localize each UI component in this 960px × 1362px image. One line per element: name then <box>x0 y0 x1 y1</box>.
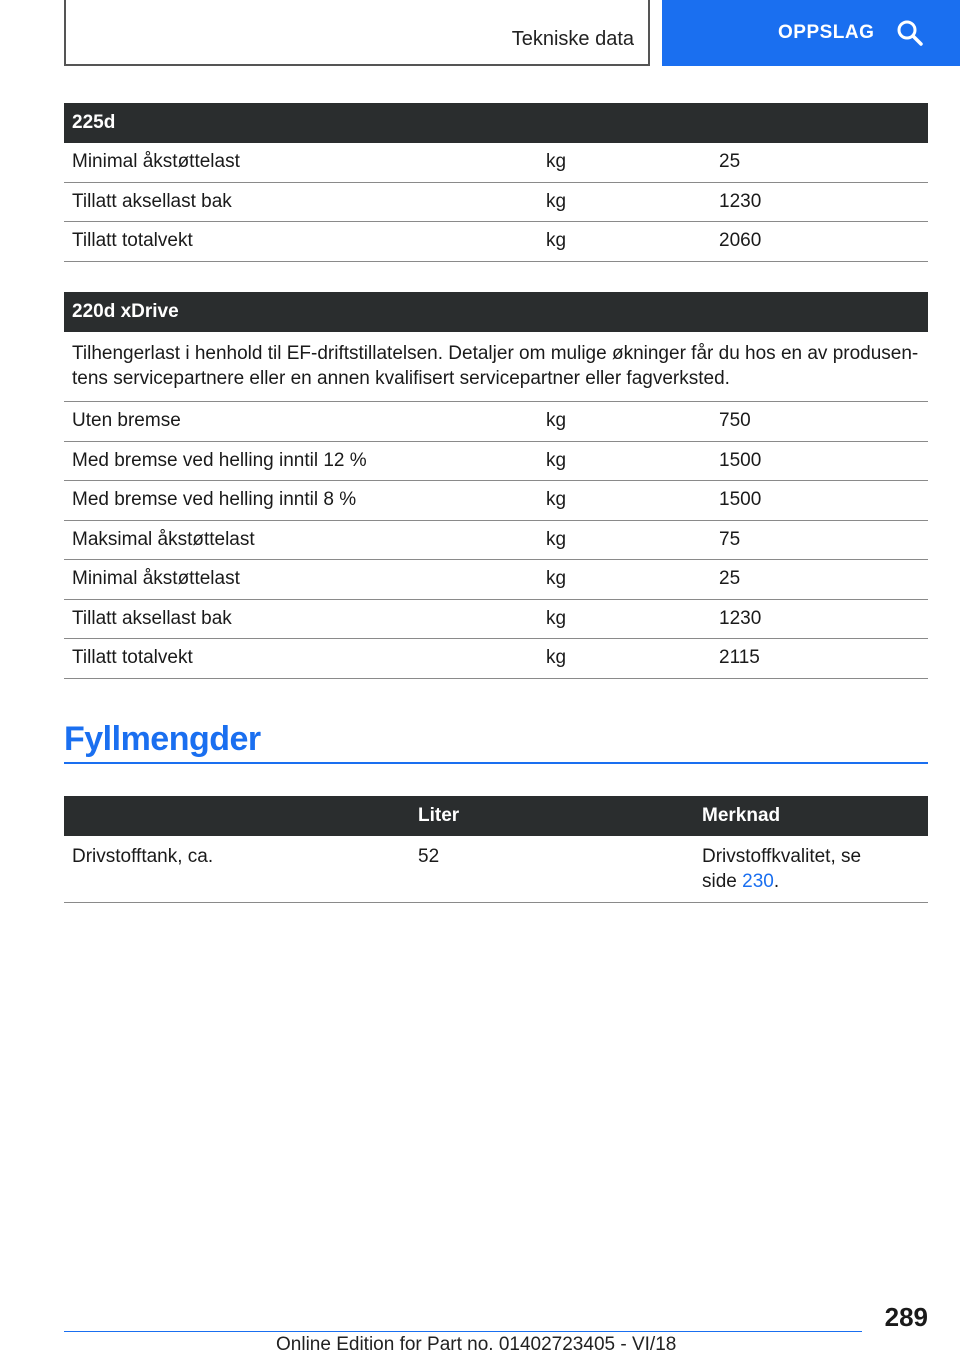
row-label: Tillatt aksellast bak <box>72 190 232 212</box>
table-row <box>64 143 928 183</box>
table-row <box>64 639 928 679</box>
table-fyllmengder-header <box>64 796 928 836</box>
row-unit: kg <box>546 449 567 471</box>
table-row <box>64 442 928 482</box>
table-225d-heading: 225d <box>64 103 928 143</box>
oppslag-tab-label: OPPSLAG <box>778 22 875 43</box>
row-note <box>694 844 861 894</box>
page-number: 289 <box>884 1302 928 1332</box>
footer-rule <box>64 1331 862 1332</box>
row-value: 75 <box>719 528 741 550</box>
row-note-line-2 <box>702 869 861 894</box>
row-unit: kg <box>546 230 567 252</box>
row-unit: kg <box>546 568 567 590</box>
col-header-merknad: Merknad <box>702 805 781 826</box>
row-label: Tillatt totalvekt <box>72 230 193 252</box>
row-label: Uten bremse <box>72 410 181 432</box>
row-note-prefix: side <box>702 871 743 892</box>
row-unit: kg <box>546 647 567 669</box>
row-label: Minimal åkstøttelast <box>72 568 240 590</box>
row-label: Med bremse ved helling inntil 12 % <box>72 449 367 471</box>
col-header-liter: Liter <box>418 805 460 826</box>
row-unit: kg <box>546 190 567 212</box>
row-value: 1500 <box>719 489 762 511</box>
note-line-1: Tilhengerlast i henhold til EF-driftstillatelsen. Detaljer om mulige økninger får du hos en av produsen- <box>72 343 919 364</box>
section-rule <box>64 762 928 764</box>
search-icon[interactable] <box>896 19 924 47</box>
row-unit: kg <box>546 410 567 432</box>
chapter-title: Tekniske data <box>511 28 634 50</box>
row-value: 2115 <box>719 647 760 669</box>
row-note-line-1: Drivstoffkvalitet, se <box>702 846 862 867</box>
row-value: 25 <box>719 568 741 590</box>
table-row <box>64 481 928 521</box>
row-unit: kg <box>546 151 567 173</box>
section-title: Fyllmengder <box>64 720 261 758</box>
row-unit: kg <box>546 528 567 550</box>
table-220d-heading: 220d xDrive <box>64 292 928 332</box>
table-row <box>64 183 928 223</box>
row-value: 25 <box>719 151 741 173</box>
footer-edition: Online Edition for Part no. 01402723405 - VI/18 <box>276 1334 677 1355</box>
row-value: 1500 <box>719 449 762 471</box>
table-row <box>64 521 928 561</box>
oppslag-tab[interactable] <box>662 0 960 66</box>
table-row <box>64 222 928 262</box>
row-value: 1230 <box>719 607 762 629</box>
row-value: 750 <box>719 410 751 432</box>
row-note-suffix: . <box>773 871 780 892</box>
row-label: Maksimal åkstøttelast <box>72 528 255 550</box>
page-link-230[interactable]: 230 <box>742 871 774 892</box>
row-label: Med bremse ved helling inntil 8 % <box>72 489 357 511</box>
header-frame <box>64 0 650 66</box>
table-row <box>64 560 928 600</box>
row-label: Minimal åkstøttelast <box>72 151 240 173</box>
table-row <box>64 600 928 640</box>
row-unit: kg <box>546 489 567 511</box>
row-label: Tillatt aksellast bak <box>72 607 232 629</box>
table-fyllmengder <box>64 796 928 903</box>
row-label: Drivstofftank, ca. <box>72 846 214 867</box>
table-row <box>64 836 928 903</box>
row-label: Tillatt totalvekt <box>72 647 193 669</box>
row-value: 52 <box>418 846 440 867</box>
row-unit: kg <box>546 607 567 629</box>
table-225d <box>64 103 928 262</box>
note-line-2: tens servicepartnere eller en annen kvalifisert servicepartner eller fagverksted. <box>72 368 730 389</box>
row-value: 2060 <box>719 230 762 252</box>
trailer-load-note <box>64 332 928 402</box>
table-row <box>64 402 928 442</box>
table-220d-xdrive <box>64 292 928 679</box>
row-value: 1230 <box>719 190 762 212</box>
